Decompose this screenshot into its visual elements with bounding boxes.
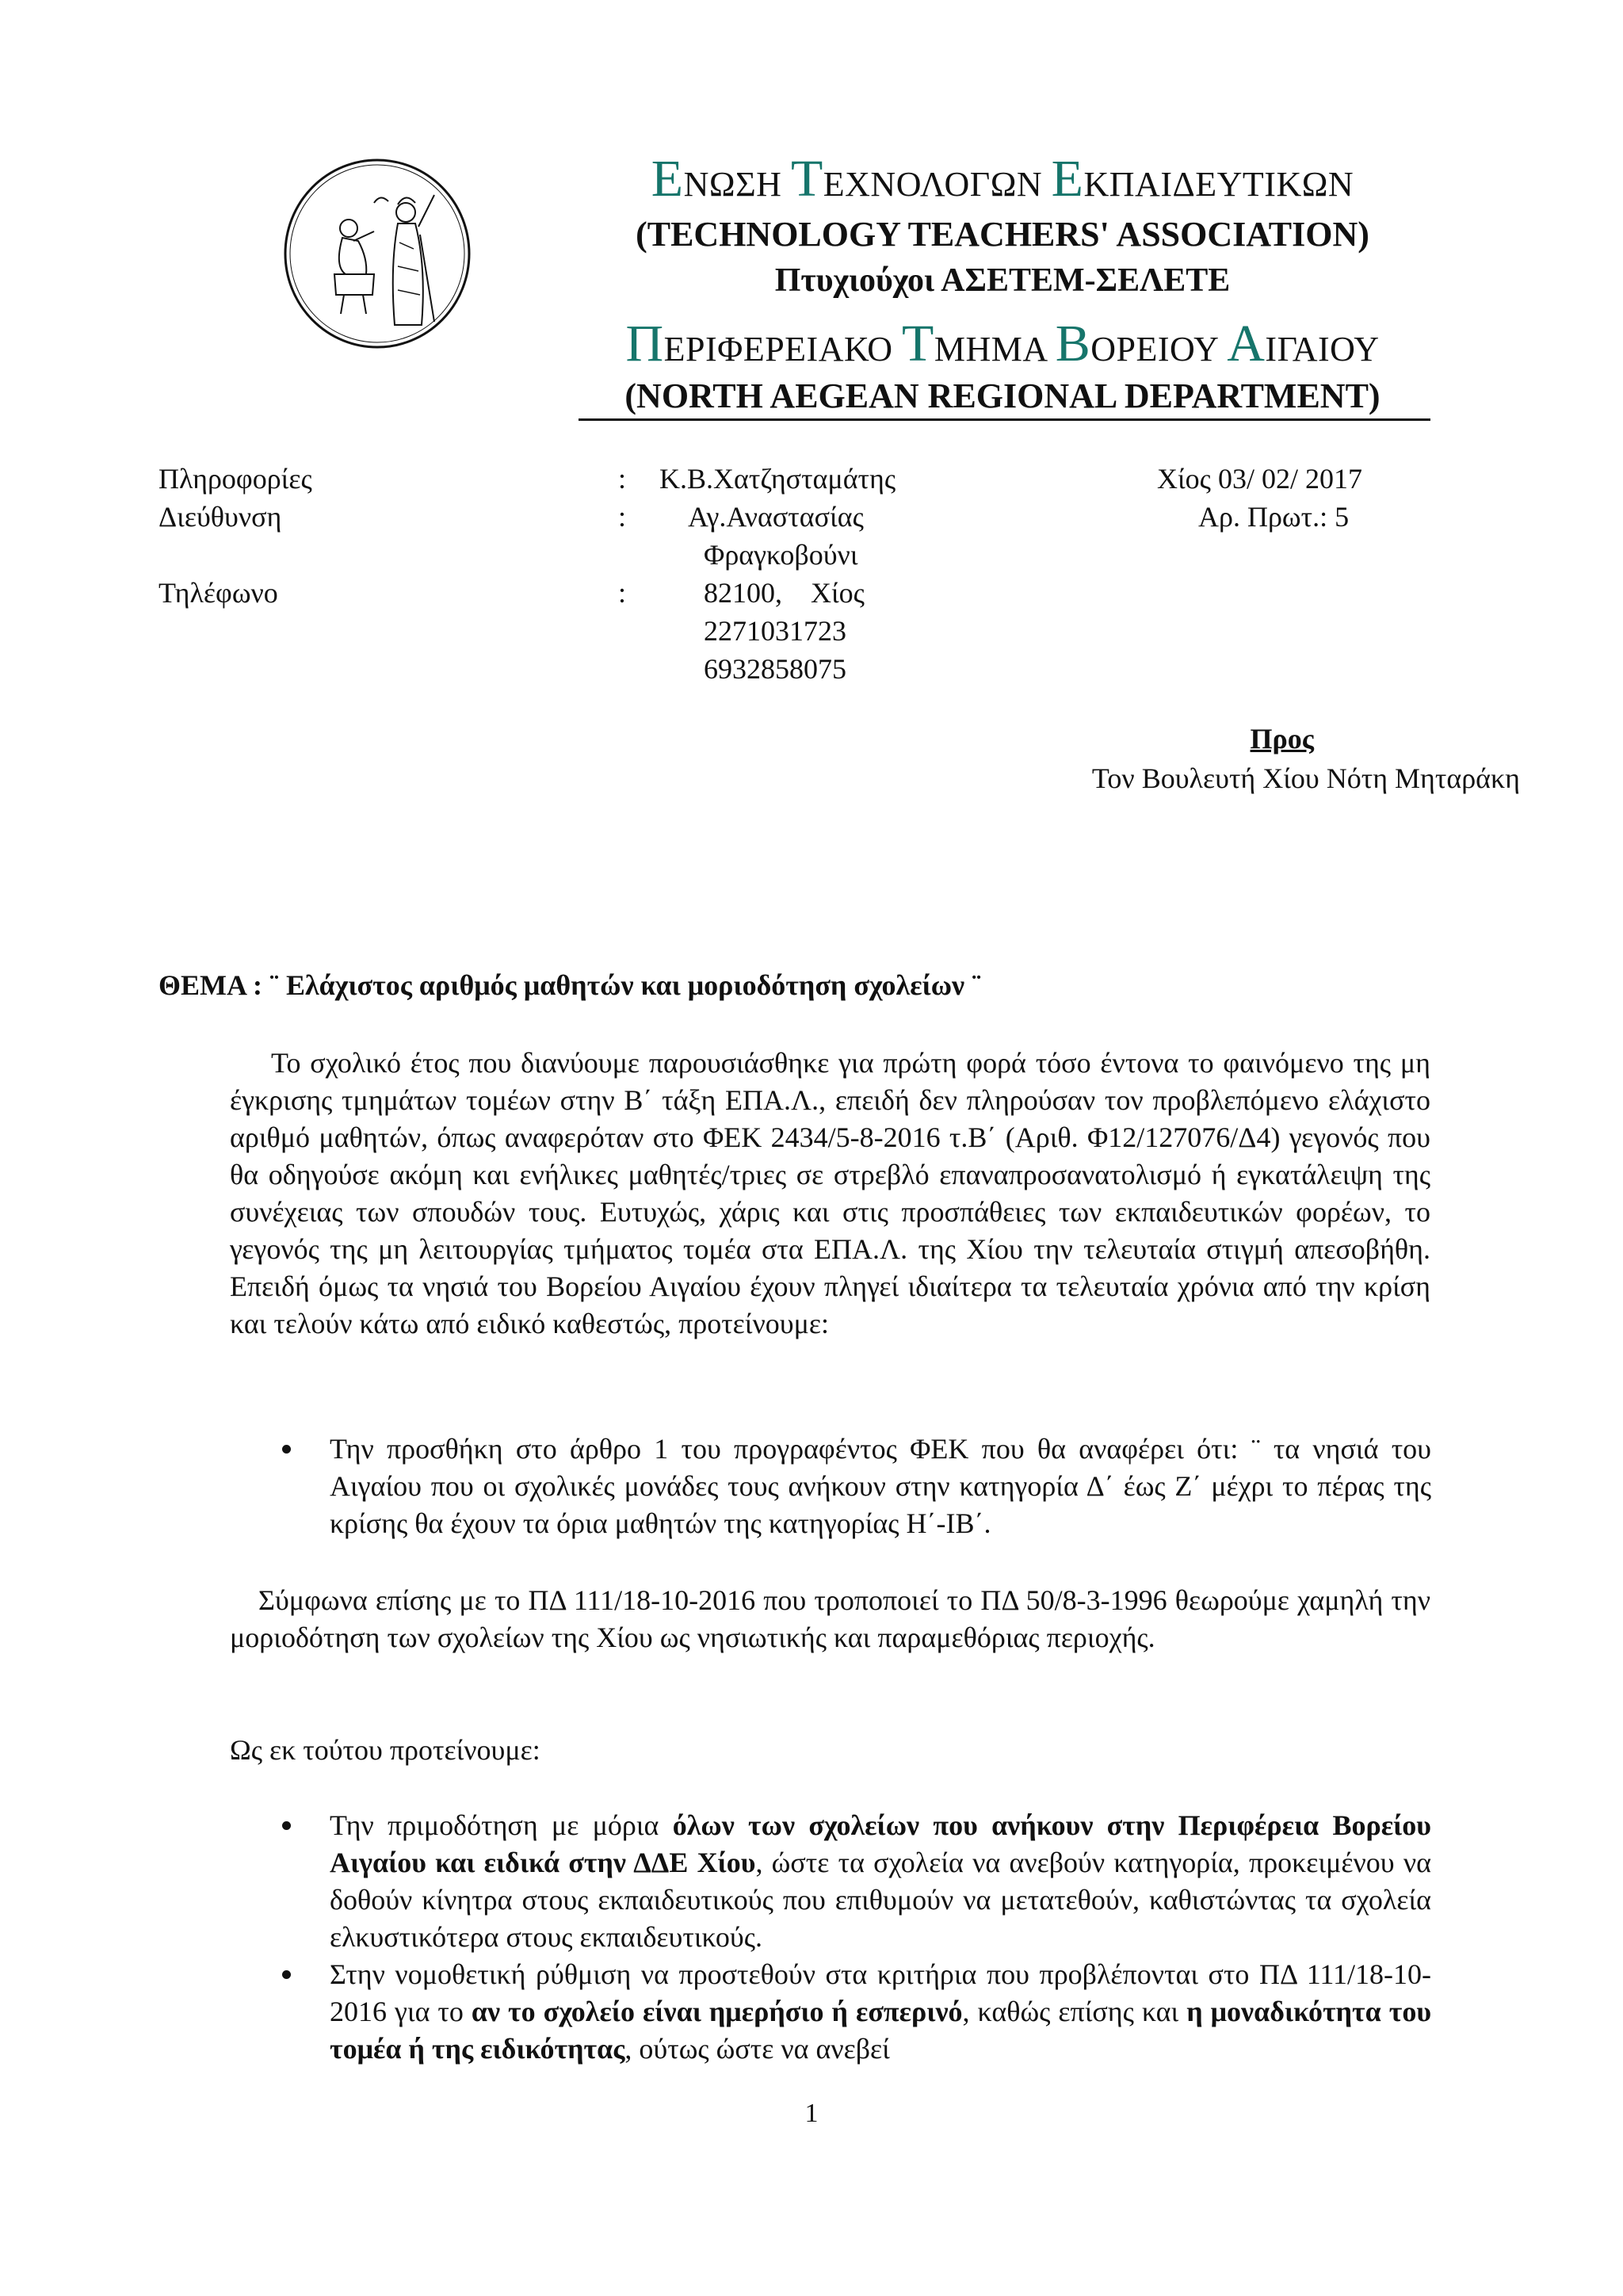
- body-paragraph-1: Το σχολικό έτος που διανύουμε παρουσιάσθηκε για πρώτη φορά τόσο έντονα το φαινόμενο της μη έγκρισης τμημάτων τομέων στην Β΄ τάξη ΕΠΑ.Λ., επειδή δεν πληρούσαν τον προβλεπόμενο ελάχιστο αριθμό μαθητών, όπως αναφερόταν στο ΦΕΚ 2434/5-8-2016 τ.Β΄ (Αριθ. Φ12/127076/Δ4) γεγονός που θα οδηγούσε ακόμη και ενήλικες μαθητές/τριες σε στρεβλό επαναπροσανατολισμό ή εγκατάλειψη της συνέχειας των σπουδών τους. Ευτυχώς, χάρις και στις προσπάθειες των εκπαιδευτικών φορέων, το γεγονός της μη λειτουργίας τμήματος τομέα στα ΕΠΑ.Λ. της Χίου την τελευταία στιγμή απεσοβήθη. Επειδή όμως τα νησιά του Βορείου Αιγαίου έχουν πληγεί ιδιαίτερα τα τελευταία χρόνια από την κρίση και τελούν κάτω από ειδικό καθεστώς, προτείνουμε:: [230, 1047, 1430, 1339]
- letterhead-divider: [579, 418, 1430, 421]
- letterhead-graduates-line: Πτυχιούχοι ΑΣΕΤΕΜ-ΣΕΛΕΤΕ: [774, 262, 1231, 299]
- letterhead-association-name-greek: ΕΝΩΣΗ ΤΕΧΝΟΛΟΓΩΝ ΕΚΠΑΙΔΕΥΤΙΚΩΝ: [651, 150, 1354, 208]
- phone-label: Τηλέφωνο: [158, 577, 278, 609]
- recipient-label: Προς: [1250, 723, 1314, 755]
- protocol-number: Αρ. Πρωτ.: 5: [1198, 501, 1350, 533]
- bullet-icon: [282, 1445, 291, 1454]
- cap-letter: Τ: [790, 150, 823, 208]
- phone-number-landline: 2271031723: [704, 615, 846, 647]
- bullet-icon: [282, 1821, 291, 1830]
- list-item: Την προσθήκη στο άρθρο 1 του προγραφέντος ΦΕΚ που θα αναφέρει ότι: ¨ τα νησιά του Αιγαίου που οι σχολικές μονάδες τους ανήκουν στην κατηγορία Δ΄ έως Ζ΄ μέχρι το πέρας της κρίσης θα έχουν τα όρια μαθητών της κατηγορίας Η΄-ΙΒ΄.: [330, 1431, 1431, 1542]
- recipient-name: Τον Βουλευτή Χίου Νότη Μηταράκη: [1091, 762, 1520, 794]
- body-paragraph-3: Ως εκ τούτου προτείνουμε:: [230, 1734, 540, 1766]
- cap-letter: Ε: [1051, 150, 1084, 208]
- association-seal-icon: [279, 155, 475, 352]
- letter-date: Χίος 03/ 02/ 2017: [1157, 463, 1362, 495]
- proposal-list-1: [330, 1431, 1431, 1542]
- cap-letter: Ε: [651, 150, 684, 208]
- cap-letter: Α: [1227, 315, 1266, 372]
- postal-code-city: 82100, Χίος: [704, 577, 865, 609]
- address-label: Διεύθυνση: [158, 501, 282, 533]
- letterhead-association-name-english: (TECHNOLOGY TEACHERS' ASSOCIATION): [636, 215, 1369, 254]
- letterhead-department-greek: ΠΕΡΙΦΕΡΕΙΑΚΟ ΤΜΗΜΑ ΒΟΡΕΙΟΥ ΑΙΓΑΙΟΥ: [625, 315, 1380, 372]
- address-value-street: Αγ.Αναστασίας: [688, 501, 864, 533]
- list-item: Την πριμοδότηση με μόρια όλων των σχολείων που ανήκουν στην Περιφέρεια Βορείου Αιγαίου και ειδικά στην ΔΔΕ Χίου, ώστε τα σχολεία να ανεβούν κατηγορία, προκειμένου να δοθούν κίνητρα στους εκπαιδευτικούς που επιθυμούν να μετατεθούν, καθιστώντας τα σχολεία ελκυστικότερα στους εκπαιδευτικούς.: [330, 1807, 1431, 1956]
- info-label: Πληροφορίες: [158, 463, 312, 495]
- proposal-list-2: [330, 1807, 1431, 2068]
- letterhead-department-english: (NORTH AEGEAN REGIONAL DEPARTMENT): [624, 376, 1381, 415]
- cap-letter: Π: [625, 315, 664, 372]
- cap-letter: Τ: [902, 315, 934, 372]
- phone-number-mobile: 6932858075: [704, 653, 846, 685]
- address-value-area: Φραγκοβούνι: [704, 539, 858, 571]
- cap-letter: Β: [1055, 315, 1091, 372]
- page-number: 1: [804, 2099, 819, 2128]
- phone-colon: :: [618, 577, 627, 609]
- list-item: Στην νομοθετική ρύθμιση να προστεθούν στα κριτήρια που προβλέπονται στο ΠΔ 111/18-10-2016 για το αν το σχολείο είναι ημερήσιο ή εσπερινό, καθώς επίσης και η μοναδικότητα του τομέα ή της ειδικότητας, ούτως ώστε να ανεβεί: [330, 1956, 1431, 2068]
- address-colon: :: [618, 501, 627, 533]
- bullet-icon: [282, 1970, 291, 1979]
- body-paragraph-2: Σύμφωνα επίσης με το ΠΔ 111/18-10-2016 που τροποποιεί το ΠΔ 50/8-3-1996 θεωρούμε χαμηλή την μοριοδότηση των σχολείων της Χίου ως νησιωτικής και παραμεθόριας περιοχής.: [230, 1584, 1430, 1653]
- info-value: Κ.Β.Χατζησταμάτης: [659, 463, 896, 495]
- letter-subject: ΘΕΜΑ : ¨ Ελάχιστος αριθμός μαθητών και μοριοδότηση σχολείων ¨: [158, 969, 982, 1001]
- info-colon: :: [618, 463, 627, 495]
